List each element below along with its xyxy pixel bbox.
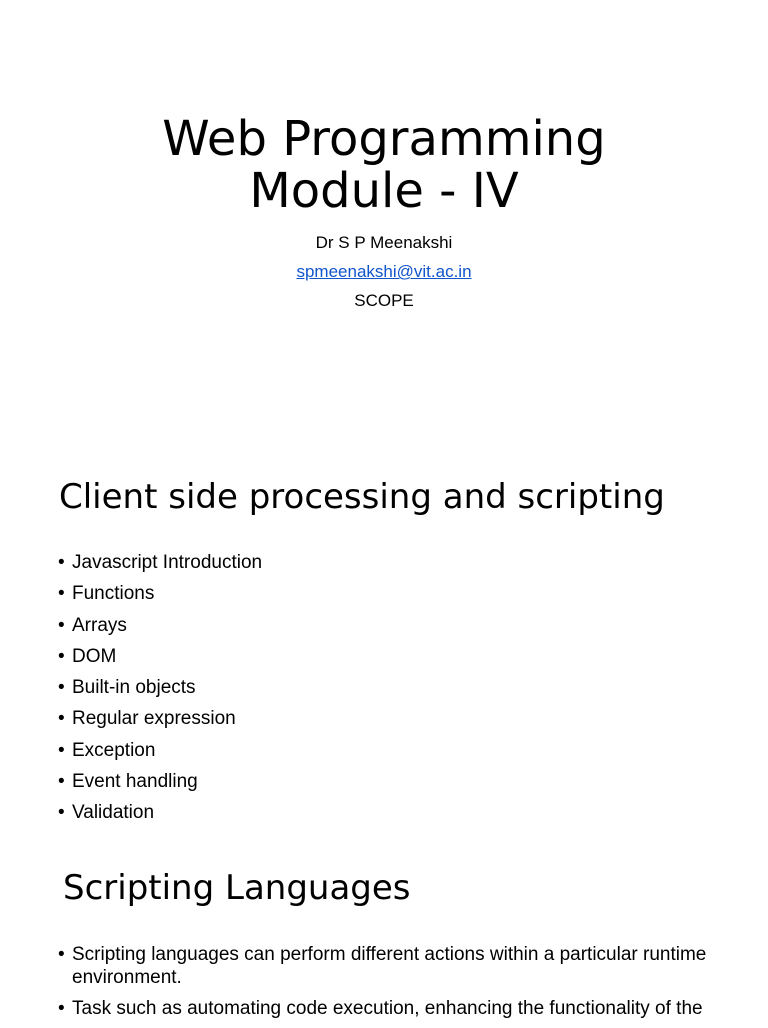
description-list [58, 943, 738, 1028]
title-slide [0, 0, 768, 430]
list-item: • Scripting languages can perform different actions within a particular runtime environment. [58, 943, 738, 989]
slide-heading: Scripting Languages [63, 868, 411, 908]
title-line-1: Web Programming [162, 111, 606, 167]
list-item: • Built-in objects [58, 676, 738, 699]
list-item: • DOM [58, 645, 738, 668]
presentation-title [0, 113, 768, 217]
list-item: • Event handling [58, 770, 738, 793]
topics-slide [0, 450, 768, 850]
list-item: • Arrays [58, 614, 738, 637]
subtitle [0, 228, 768, 315]
topic-list [58, 551, 738, 833]
slide-heading: Client side processing and scripting [59, 477, 665, 517]
list-item: • Regular expression [58, 707, 738, 730]
title-line-2: Module - IV [249, 163, 519, 219]
list-item: • Javascript Introduction [58, 551, 738, 574]
list-item: • Exception [58, 739, 738, 762]
list-item: • Task such as automating code execution, enhancing the functionality of the [58, 997, 738, 1020]
list-item: • Functions [58, 582, 738, 605]
author-name: Dr S P Meenakshi [315, 233, 453, 252]
scripting-languages-slide [0, 850, 768, 1024]
list-item: • Validation [58, 801, 738, 824]
email-link[interactable]: spmeenakshi@vit.ac.in [296, 262, 472, 281]
department: SCOPE [354, 291, 414, 310]
email-line [0, 257, 768, 286]
